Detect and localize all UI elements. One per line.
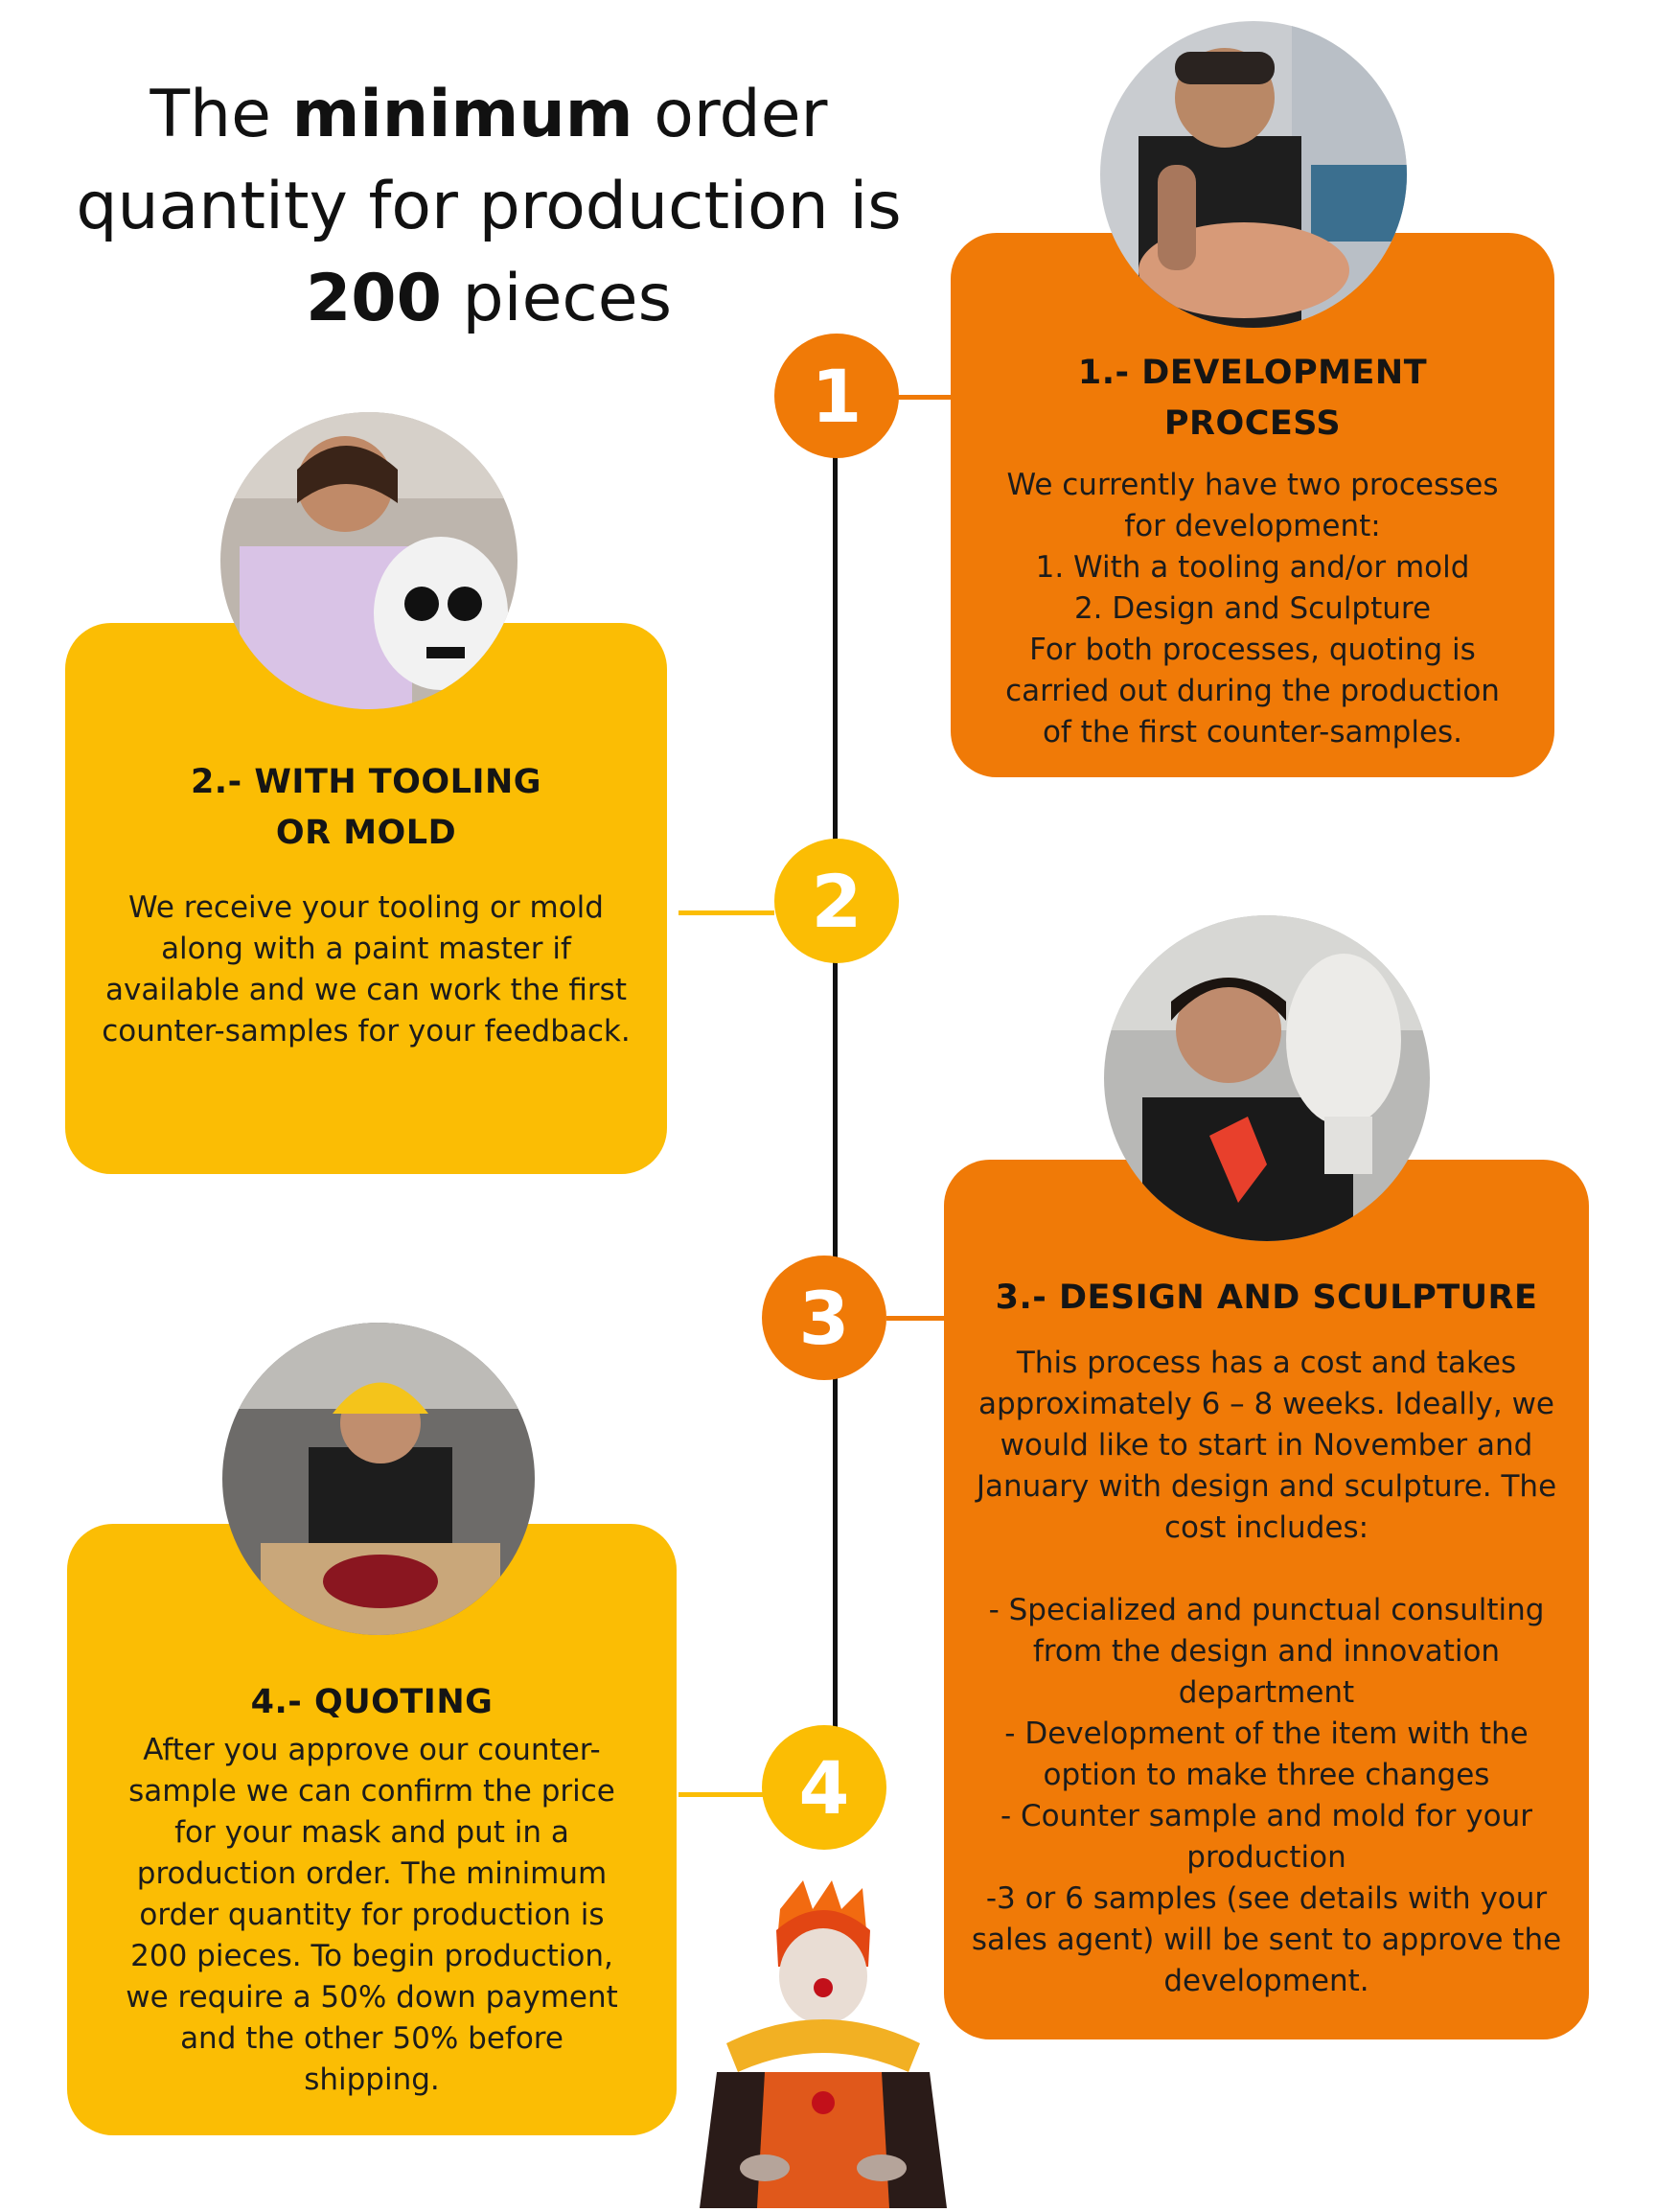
clown-figure xyxy=(688,1880,958,2208)
photo-sculptor xyxy=(1100,21,1407,328)
step-circle-2: 2 xyxy=(774,839,899,963)
step-circle-1: 1 xyxy=(774,334,899,458)
headline-line-1: The minimum order xyxy=(150,77,828,152)
step-circle-4: 4 xyxy=(762,1725,886,1850)
card-title: 3.- DESIGN AND SCULPTURE xyxy=(995,1279,1538,1317)
connector-1 xyxy=(896,395,954,400)
photo-painter xyxy=(220,412,518,709)
headline-line-3: 200 pieces xyxy=(305,261,673,336)
card-body: We receive your tooling or mold along with a paint master if available and we can work the first counter-samples for your feedback. xyxy=(102,890,631,1048)
connector-4 xyxy=(678,1792,767,1797)
photo-sculpture-head xyxy=(1104,915,1430,1241)
card-title: 2.- WITH TOOLING OR MOLD xyxy=(190,763,542,852)
headline-line-2: quantity for production is xyxy=(76,169,902,244)
headline xyxy=(29,69,949,345)
step-circle-3: 3 xyxy=(762,1256,886,1380)
card-body: We currently have two processes for development: 1. With a tooling and/or mold 2. Design and Sculpture For both processes, quoting is carried out during the production of the first counter-samples. xyxy=(1005,468,1500,749)
card-title: 4.- QUOTING xyxy=(250,1683,494,1721)
card-body: After you approve our counter- sample we can confirm the price for your mask and put in a production order. The minimum order quantity for production is 200 pieces. To begin production, we require a 50% down payment and the other 50% before shipping. xyxy=(126,1733,618,2097)
card-title: 1.- DEVELOPMENT PROCESS xyxy=(1077,354,1428,443)
photo-packing xyxy=(222,1323,535,1635)
timeline-line xyxy=(833,450,838,1783)
card-design-and-sculpture xyxy=(944,1160,1589,2039)
connector-2 xyxy=(678,910,774,915)
card-body: This process has a cost and takes approximately 6 – 8 weeks. Ideally, we would like to start in November and January with design and sculpture. The cost includes: - Specialized and punctual consulting from the design and innovation department - Development of the item with the option to make three changes - Counter sample and mold for your production -3 or 6 samples (see details with your sales agent) will be sent to approve the development. xyxy=(971,1346,1562,1998)
